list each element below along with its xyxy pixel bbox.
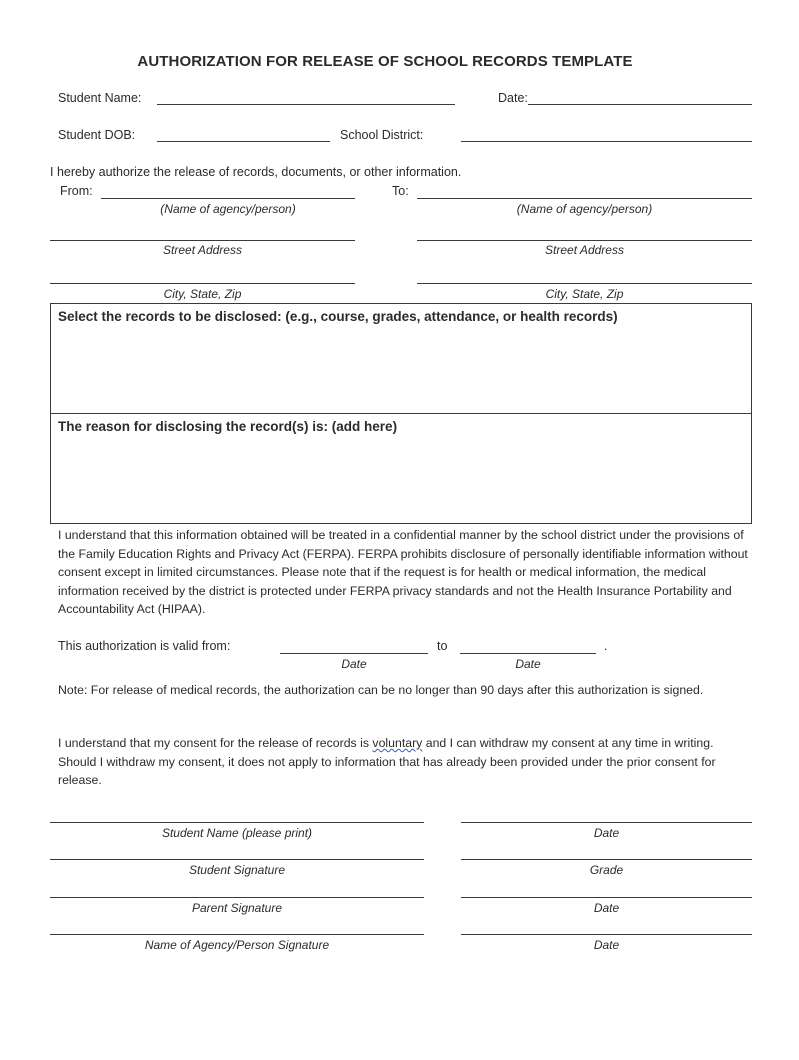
date-line-2[interactable]: [461, 897, 752, 898]
consent-voluntary-word: voluntary: [372, 736, 423, 750]
page-title: AUTHORIZATION FOR RELEASE OF SCHOOL RECORDS TEMPLATE: [137, 53, 633, 70]
from-label: From:: [60, 184, 93, 198]
from-name-field[interactable]: [101, 198, 355, 199]
records-box[interactable]: [50, 303, 752, 414]
student-name-label: Student Name:: [58, 91, 142, 105]
date-line-3[interactable]: [461, 934, 752, 935]
from-name-caption: (Name of agency/person): [160, 202, 296, 216]
date-label: Date:: [498, 91, 528, 105]
to-name-caption: (Name of agency/person): [516, 202, 653, 216]
student-name-print-caption: Student Name (please print): [161, 826, 313, 840]
parent-signature-line[interactable]: [50, 897, 424, 898]
to-city-field[interactable]: [417, 283, 752, 284]
to-name-field[interactable]: [417, 198, 752, 199]
student-dob-label: Student DOB:: [58, 128, 136, 142]
to-street-field[interactable]: [417, 240, 752, 241]
period: .: [604, 639, 608, 653]
date-field[interactable]: [528, 104, 752, 105]
date-caption-3: Date: [593, 938, 620, 952]
valid-from-label: This authorization is valid from:: [58, 639, 231, 653]
valid-from-date-field[interactable]: [280, 653, 428, 654]
valid-to-date-caption: Date: [515, 657, 541, 671]
medical-note: Note: For release of medical records, the authorization can be no longer than 90 days after this authorization is signed.: [58, 683, 704, 697]
valid-from-date-caption: Date: [341, 657, 367, 671]
ferpa-paragraph: I understand that this information obtained will be treated in a confidential manner by the school district under the provisions of the Family Education Rights and Privacy Act (FERPA). FERPA prohibits disclosure of personally identifiable information without consent except in limited circumstances. Please note that if the request is for health or medical information, the medical information received by the district is protected under FERPA privacy standards and not the Health Insurance Portability and Accountability Act (HIPAA).: [58, 528, 748, 616]
grade-caption: Grade: [589, 863, 624, 877]
school-district-label: School District:: [340, 128, 424, 142]
to-street-caption: Street Address: [545, 243, 624, 257]
records-box-label: Select the records to be disclosed: (e.g., course, grades, attendance, or health records): [58, 309, 618, 324]
date-caption-1: Date: [593, 826, 620, 840]
from-street-caption: Street Address: [163, 243, 242, 257]
school-district-field[interactable]: [461, 141, 752, 142]
to-word: to: [437, 639, 448, 653]
student-signature-caption: Student Signature: [188, 863, 286, 877]
to-city-caption: City, State, Zip: [545, 287, 624, 301]
student-signature-line[interactable]: [50, 859, 424, 860]
student-name-field[interactable]: [157, 104, 455, 105]
valid-to-date-field[interactable]: [460, 653, 596, 654]
date-line-1[interactable]: [461, 822, 752, 823]
consent-text-end: and I can withdraw my consent at any time in writing. Should I withdraw my consent, it does not apply to information that has already been provided under the prior consent for release.: [58, 736, 716, 787]
student-name-print-line[interactable]: [50, 822, 424, 823]
to-label: To:: [392, 184, 409, 198]
from-city-caption: City, State, Zip: [163, 287, 242, 301]
student-dob-field[interactable]: [157, 141, 330, 142]
reason-box[interactable]: [50, 413, 752, 524]
grade-line[interactable]: [461, 859, 752, 860]
agency-signature-caption: Name of Agency/Person Signature: [144, 938, 330, 952]
from-city-field[interactable]: [50, 283, 355, 284]
agency-signature-line[interactable]: [50, 934, 424, 935]
reason-box-label: The reason for disclosing the record(s) is: (add here): [58, 419, 398, 434]
from-street-field[interactable]: [50, 240, 355, 241]
consent-paragraph: [58, 734, 748, 790]
parent-signature-caption: Parent Signature: [191, 901, 283, 915]
authorize-statement: I hereby authorize the release of records, documents, or other information.: [50, 165, 462, 179]
date-caption-2: Date: [593, 901, 620, 915]
consent-text-start: I understand that my consent for the release of records is: [58, 736, 373, 750]
